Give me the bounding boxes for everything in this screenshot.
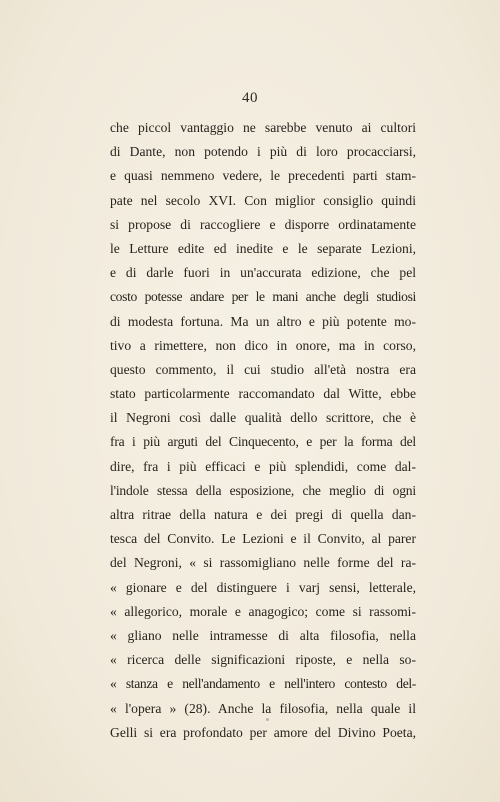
text-line: dire, fra i più efficaci e più splendidi, come dal- (110, 458, 416, 474)
text-line: tivo a rimettere, non dico in onore, ma in corso, (110, 337, 416, 353)
text-line: « gliano nelle intramesse di alta filosofia, nella (110, 627, 416, 643)
text-line: di modesta fortuna. Ma un altro e più potente mo- (110, 313, 416, 329)
text-line: « gionare e del distinguere i varj sensi, letterale, (110, 579, 416, 595)
text-line: stato particolarmente raccomandato dal Witte, ebbe (110, 386, 416, 402)
text-line: e di darle fuori in un'accurata edizione, che pel (110, 265, 416, 281)
text-line: il Negroni così dalle qualità dello scrittore, che è (110, 410, 416, 426)
text-line: costo potesse andare per le mani anche degli studiosi (110, 289, 416, 305)
text-line: questo commento, il cui studio all'età nostra era (110, 361, 416, 377)
paper-speck (266, 718, 269, 721)
text-line: « allegorico, morale e anagogico; come si rassomi- (110, 603, 416, 619)
text-line: altra ritrae della natura e dei pregi di quella dan- (110, 507, 416, 522)
text-line: e quasi nemmeno vedere, le precedenti parti stam- (110, 168, 416, 184)
text-line: pate nel secolo XVI. Con miglior consiglio quindi (110, 192, 416, 208)
text-line: « ricerca delle significazioni riposte, e nella so- (110, 652, 416, 668)
text-line: che piccol vantaggio ne sarebbe venuto ai cultori (110, 120, 416, 135)
body-text (110, 116, 416, 745)
text-line: fra i più arguti del Cinquecento, e per la forma del (110, 434, 416, 450)
text-line: di Dante, non potendo i più di loro procacciarsi, (110, 144, 416, 160)
text-line: « l'opera » (28). Anche la filosofia, nella quale il (110, 700, 416, 716)
text-line: tesca del Convito. Le Lezioni e il Convito, al parer (110, 531, 416, 547)
text-line: l'indole stessa della esposizione, che meglio di ogni (110, 482, 416, 498)
text-line: si propose di raccogliere e disporre ordinatamente (110, 216, 416, 232)
text-line: del Negroni, « si rassomigliano nelle forme del ra- (110, 555, 416, 571)
text-line: le Letture edite ed inedite e le separate Lezioni, (110, 240, 416, 256)
text-line: Gelli si era profondato per amore del Divino Poeta, (110, 724, 416, 740)
text-line: « stanza e nell'andamento e nell'intero contesto del- (110, 676, 416, 692)
page-number: 40 (242, 90, 258, 106)
